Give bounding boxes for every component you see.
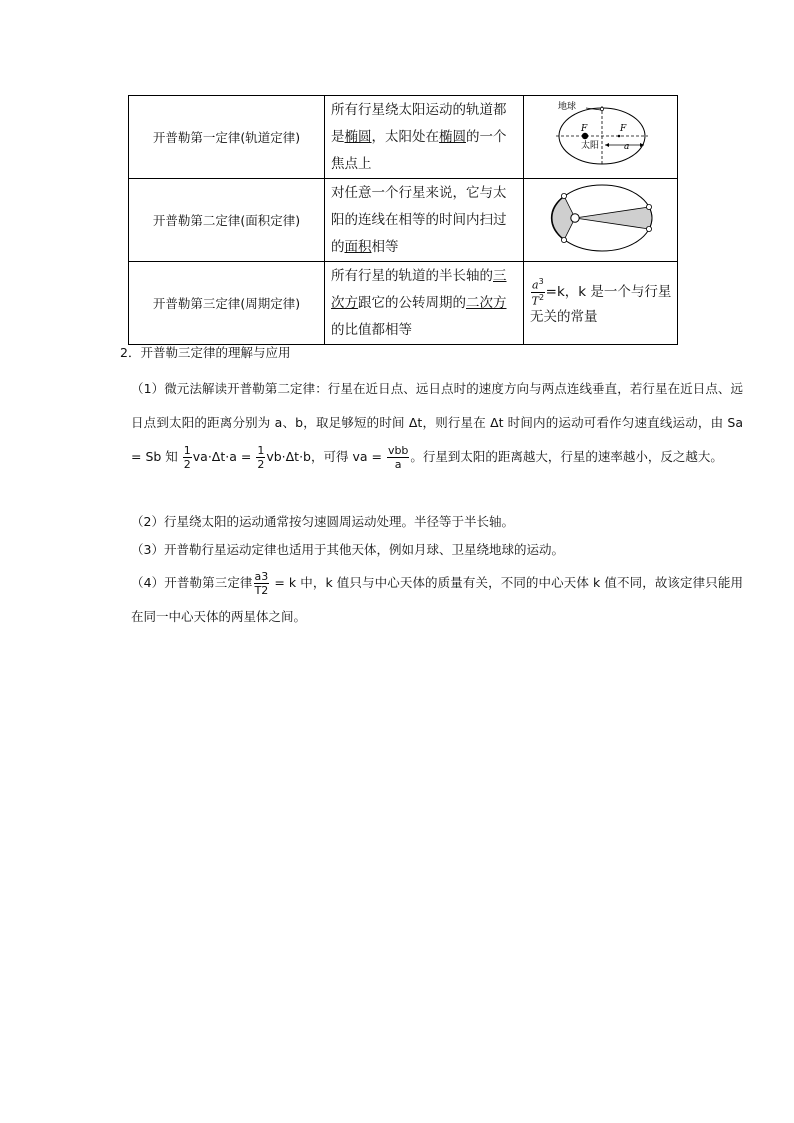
table-row (129, 262, 678, 345)
kepler-laws-table (128, 95, 678, 345)
paragraph-4: （4）开普勒第三定律 $\frac{a3}{T2}$ = k 中，k 值只与中心天体的质量有关，不同的中心天体 k 值不同，故该定律只能用在同一中心天体的两星体之间。 (131, 570, 743, 624)
a3-over-t2-fraction: $\frac{a^3}{T^2}$ (531, 276, 545, 308)
focus-label: F (580, 124, 587, 134)
area-sweep-diagram-icon (526, 179, 676, 257)
period-law-formula (524, 262, 678, 345)
ellipse-orbit-figure (524, 96, 678, 179)
earth-label: 地球 (557, 102, 576, 112)
section-title: 2．开普勒三定律的理解与应用 (120, 345, 291, 360)
formula-text: =k，k 是一个与行星无关的常量 (530, 284, 672, 326)
law-description: 对任意一个行星来说，它与太阳的连线在相等的时间内扫过的面积相等 (325, 179, 524, 262)
table-row (129, 96, 678, 179)
paragraph-3: （3）开普勒行星运动定律也适用于其他天体，例如月球、卫星绕地球的运动。 (131, 542, 564, 557)
law-name: 开普勒第二定律(面积定律) (129, 179, 325, 262)
orbit-diagram-icon (526, 96, 676, 174)
sun-label: 太阳 (580, 141, 599, 151)
semi-major-axis-label: a (623, 142, 629, 152)
law-name: 开普勒第三定律(周期定律) (129, 262, 325, 345)
paragraph-1: （1）微元法解读开普勒第二定律：行星在近日点、远日点时的速度方向与两点连线垂直，若行星在近日点、远日点到太阳的距离分别为 a、b，取足够短的时间 Δt，则行星在 Δt 时间内的运动可看作匀速直线运动，由 Sa = Sb 知 $\frac{1}{2}$ va·Δt·a = $\frac{1}{2}$ vb·Δt·b，可得 va = $\frac{\text{vbb}}{a}$ 。行星到太阳的距离越大，行星的速率越小，反之越大。 (131, 381, 743, 471)
law-description: 所有行星绕太阳运动的轨道都是椭圆，太阳处在椭圆的一个焦点上 (325, 96, 524, 179)
table-row (129, 179, 678, 262)
svg-text:F: F (619, 124, 626, 134)
law-description: 所有行星的轨道的半长轴的三次方跟它的公转周期的二次方的比值都相等 (325, 262, 524, 345)
area-law-figure (524, 179, 678, 262)
paragraph-2: （2）行星绕太阳的运动通常按匀速圆周运动处理。半径等于半长轴。 (131, 514, 514, 529)
law-name: 开普勒第一定律(轨道定律) (129, 96, 325, 179)
